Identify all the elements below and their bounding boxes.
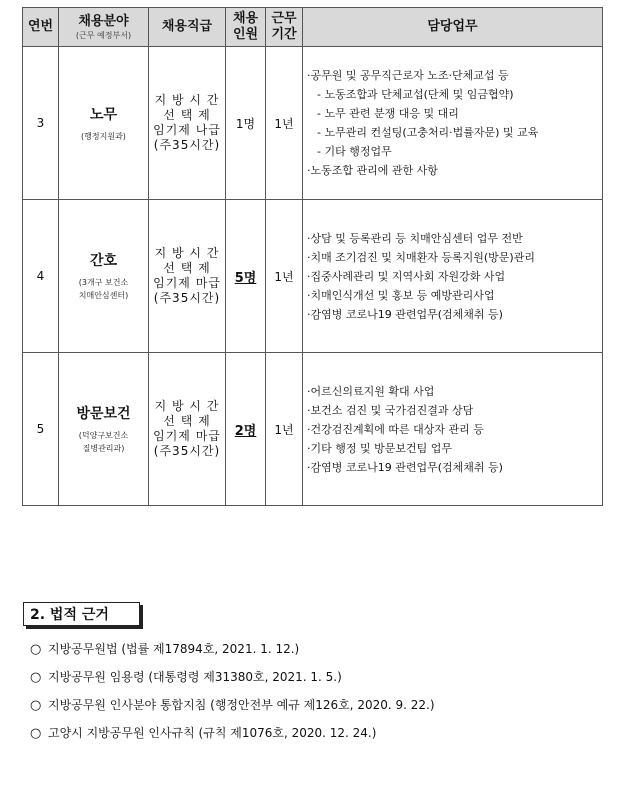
duty-item: - 기타 행정업무: [317, 145, 392, 158]
circle-bullet-icon: ○: [30, 670, 42, 685]
job-field-cell: [59, 47, 149, 200]
job-grade-line: 지 방 시 간: [154, 93, 220, 107]
job-grade-cell: [149, 47, 226, 200]
header-field-label: 채용분야: [78, 13, 129, 29]
duties-cell: [303, 47, 603, 200]
table-row: [23, 353, 603, 506]
work-period: 1년: [266, 353, 303, 506]
legal-basis-list: [30, 640, 435, 752]
duties-cell: [303, 353, 603, 506]
duty-item: ·노동조합 관리에 관한 사항: [307, 164, 438, 177]
legal-basis-item: [30, 696, 435, 724]
duties-cell: [303, 200, 603, 353]
job-grade-line: 임기제 나급: [153, 123, 221, 137]
legal-basis-text: 지방공무원 인사분야 통합지침 (행정안전부 예규 제126호, 2020. 9. 22.): [48, 698, 435, 712]
duty-item: ·집중사례관리 및 지역사회 자원강화 사업: [307, 269, 506, 283]
header-period: 근무 기간: [266, 8, 303, 47]
table-header-row: [23, 8, 603, 47]
row-number: 5: [23, 353, 59, 506]
department-name: (행정지원과): [81, 131, 126, 141]
job-grade-line: 임기제 마급: [153, 429, 221, 443]
hiring-count: 1명: [226, 47, 266, 200]
job-grade-cell: [149, 353, 226, 506]
row-number: 4: [23, 200, 59, 353]
header-no: 연번: [23, 8, 59, 47]
job-grade-line: (주35시간): [153, 291, 221, 305]
duty-item: ·상담 및 등록관리 등 치매안심센터 업무 전반: [307, 231, 523, 245]
job-field-name: 방문보건: [76, 406, 131, 422]
duty-item: ·건강검진계획에 따른 대상자 관리 등: [307, 422, 484, 436]
header-type: 채용직급: [149, 8, 226, 47]
work-period: 1년: [266, 47, 303, 200]
header-field: [59, 8, 149, 47]
legal-basis-item: [30, 724, 435, 752]
department-name: (3개구 보건소 치매안심센터): [78, 278, 129, 300]
row-number: 3: [23, 47, 59, 200]
job-grade-line: 임기제 마급: [153, 276, 221, 290]
legal-basis-item: [30, 640, 435, 668]
job-grade-line: 선 택 제: [163, 108, 211, 122]
table-row: [23, 200, 603, 353]
header-duties: 담당업무: [303, 8, 603, 47]
circle-bullet-icon: ○: [30, 642, 42, 657]
duty-item: ·감염병 코로나19 관련업무(검체채취 등): [307, 460, 503, 474]
job-grade-line: 지 방 시 간: [154, 246, 220, 260]
header-field-sub: (근무 예정부서): [75, 30, 132, 40]
hiring-count: 2명: [226, 353, 266, 506]
duty-item: ·치매인식개선 및 홍보 등 예방관리사업: [307, 288, 495, 302]
circle-bullet-icon: ○: [30, 726, 42, 741]
work-period: 1년: [266, 200, 303, 353]
duty-item: ·보건소 검진 및 국가검진결과 상담: [307, 403, 474, 417]
legal-basis-text: 고양시 지방공무원 인사규칙 (규칙 제1076호, 2020. 12. 24.): [48, 726, 377, 740]
duty-item: ·공무원 및 공무직근로자 노조·단체교섭 등: [307, 69, 509, 82]
hiring-count: 5명: [226, 200, 266, 353]
job-field-name: 간호: [89, 253, 118, 269]
legal-basis-text: 지방공무원법 (법률 제17894호, 2021. 1. 12.): [48, 642, 300, 656]
duty-item: - 노무 관련 분쟁 대응 및 대리: [317, 107, 459, 120]
job-field-cell: [59, 200, 149, 353]
legal-basis-item: [30, 668, 435, 696]
job-field-cell: [59, 353, 149, 506]
circle-bullet-icon: ○: [30, 698, 42, 713]
duty-item: ·어르신의료지원 확대 사업: [307, 384, 435, 398]
department-name: (덕양구보건소 질병관리과): [78, 431, 129, 453]
job-field-name: 노무: [89, 106, 118, 123]
duty-item: ·치매 조기검진 및 치매환자 등록지원(방문)관리: [307, 250, 535, 264]
duty-item: - 노무관리 컨설팅(고충처리·법률자문) 및 교육: [317, 126, 539, 139]
duty-item: - 노동조합과 단체교섭(단체 및 임금협약): [317, 88, 514, 101]
recruitment-table: [22, 7, 603, 506]
header-count: 채용 인원: [226, 8, 266, 47]
job-grade-line: (주35시간): [153, 444, 221, 458]
legal-basis-text: 지방공무원 임용령 (대통령령 제31380호, 2021. 1. 5.): [48, 670, 342, 684]
job-grade-cell: [149, 200, 226, 353]
table-row: [23, 47, 603, 200]
section-title-legal-basis: 2. 법적 근거: [23, 602, 140, 626]
job-grade-line: 지 방 시 간: [154, 399, 220, 413]
job-grade-line: (주35시간): [153, 138, 221, 152]
job-grade-line: 선 택 제: [163, 414, 211, 428]
job-grade-line: 선 택 제: [163, 261, 211, 275]
duty-item: ·감염병 코로나19 관련업무(검체채취 등): [307, 307, 503, 321]
duty-item: ·기타 행정 및 방문보건팀 업무: [307, 441, 452, 455]
